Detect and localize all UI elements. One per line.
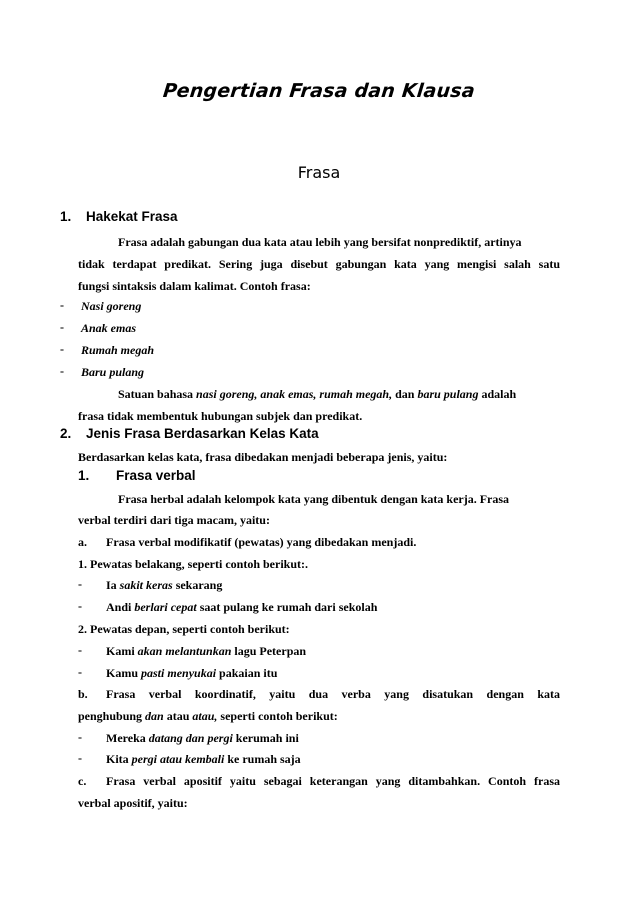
text-run-italic: pergi atau kembali	[131, 752, 225, 766]
list-bullet: -	[78, 599, 82, 613]
list-bullet: -	[60, 320, 64, 334]
section-title: Frasa	[297, 163, 341, 182]
text-run-italic: datang dan pergi	[148, 731, 233, 745]
paragraph-line: Frasa verbal modifikatif (pewatas) yang dibedakan menjadi.	[106, 535, 417, 549]
text-run: kerumah ini	[235, 731, 299, 745]
example-line	[106, 730, 299, 746]
text-run-italic: baru pulang	[417, 387, 479, 401]
list-label: b.	[78, 687, 88, 701]
list-bullet: -	[60, 342, 64, 356]
paragraph-line: Frasa adalah gabungan dua kata atau lebih yang bersifat nonprediktif, artinya	[118, 235, 522, 249]
section-1-title: Hakekat Frasa	[86, 209, 178, 224]
text-run-italic: dan	[145, 709, 164, 723]
paragraph-line: tidak terdapat predikat. Sering juga disebut gabungan kata yang mengisi salah satu	[78, 257, 560, 271]
text-run: ke rumah saja	[227, 752, 301, 766]
text-run: Andi	[106, 600, 132, 614]
paragraph-line	[118, 386, 516, 402]
paragraph-line: frasa tidak membentuk hubungan subjek dan predikat.	[78, 409, 363, 423]
paragraph-line: 1. Pewatas belakang, seperti contoh berikut:.	[78, 557, 308, 571]
list-label: a.	[78, 535, 87, 549]
list-bullet: -	[78, 577, 82, 591]
paragraph-line: verbal terdiri dari tiga macam, yaitu:	[78, 513, 270, 527]
example-item: Anak emas	[81, 321, 137, 335]
list-bullet: -	[78, 751, 82, 765]
example-item: Baru pulang	[81, 365, 145, 379]
text-run: sekarang	[175, 578, 223, 592]
text-run: lagu Peterpan	[234, 644, 307, 658]
text-run: Mereka	[106, 731, 146, 745]
example-line	[106, 643, 306, 659]
paragraph-line: Frasa herbal adalah kelompok kata yang dibentuk dengan kata kerja. Frasa	[118, 492, 510, 506]
text-run: Kamu	[106, 666, 139, 680]
subsection-number: 1.	[78, 468, 90, 483]
list-bullet: -	[78, 665, 82, 679]
list-label: c.	[78, 774, 87, 788]
list-bullet: -	[60, 364, 64, 378]
text-run: Kita	[106, 752, 129, 766]
text-run-italic: nasi goreng, anak emas, rumah megah,	[196, 387, 393, 401]
text-run: seperti contoh berikut:	[220, 709, 338, 723]
paragraph-line: 2. Pewatas depan, seperti contoh berikut:	[78, 622, 290, 636]
text-run-italic: atau,	[192, 709, 218, 723]
text-run-italic: berlari cepat	[134, 600, 197, 614]
text-run: Ia	[106, 578, 117, 592]
text-run: atau	[166, 709, 190, 723]
text-run: penghubung	[78, 709, 143, 723]
text-run: saat pulang ke rumah dari sekolah	[199, 600, 378, 614]
list-bullet: -	[78, 643, 82, 657]
paragraph-line	[78, 708, 338, 724]
paragraph-line: Berdasarkan kelas kata, frasa dibedakan menjadi beberapa jenis, yaitu:	[78, 450, 448, 464]
paragraph-line: verbal apositif, yaitu:	[78, 796, 188, 810]
paragraph-line: Frasa verbal koordinatif, yaitu dua verba yang disatukan dengan kata	[106, 687, 560, 701]
text-run-italic: sakit keras	[119, 578, 173, 592]
list-bullet: -	[78, 730, 82, 744]
example-item: Rumah megah	[81, 343, 155, 357]
example-line	[106, 577, 222, 593]
text-run: pakaian itu	[219, 666, 278, 680]
example-item: Nasi goreng	[81, 299, 142, 313]
text-run: dan	[395, 387, 415, 401]
document-title: Pengertian Frasa dan Klausa	[161, 80, 477, 102]
section-2-title: Jenis Frasa Berdasarkan Kelas Kata	[86, 426, 319, 441]
section-1-number: 1.	[60, 209, 72, 224]
example-line	[106, 665, 277, 681]
paragraph-line: Frasa verbal apositif yaitu sebagai keterangan yang ditambahkan. Contoh frasa	[106, 774, 560, 788]
paragraph-line: fungsi sintaksis dalam kalimat. Contoh frasa:	[78, 279, 311, 293]
subsection-title: Frasa verbal	[116, 468, 196, 483]
list-bullet: -	[60, 298, 64, 312]
text-run-italic: pasti menyukai	[141, 666, 217, 680]
example-line	[106, 751, 301, 767]
section-2-number: 2.	[60, 426, 72, 441]
text-run: adalah	[481, 387, 517, 401]
example-line	[106, 599, 377, 615]
text-run: Kami	[106, 644, 135, 658]
text-run: Satuan bahasa	[118, 387, 194, 401]
text-run-italic: akan melantunkan	[137, 644, 232, 658]
